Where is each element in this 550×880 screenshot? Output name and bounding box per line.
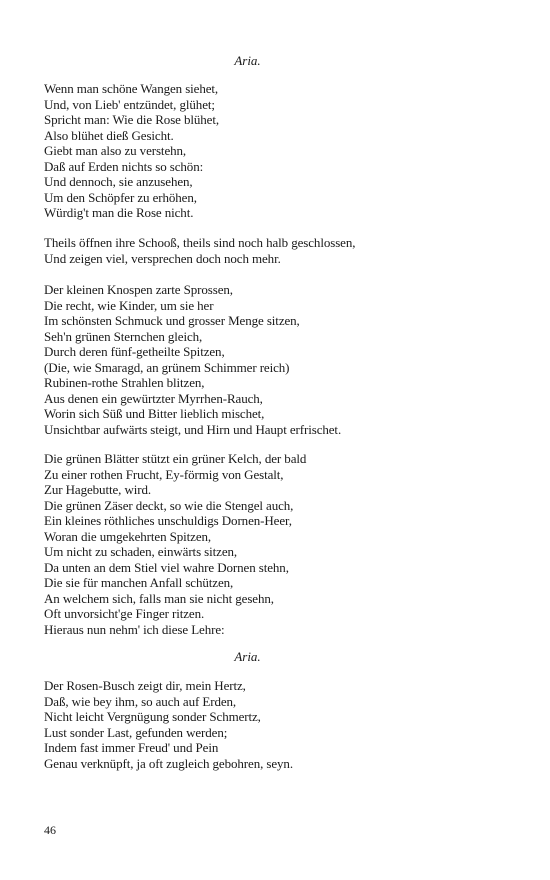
stanza [44, 81, 514, 221]
verse-line: Woran die umgekehrten Spitzen, [44, 528, 212, 544]
verse-line: Nicht leicht Vergnügung sonder Schmertz, [44, 709, 261, 724]
verse-line: Zu einer rothen Frucht, Ey-förmig von Gestalt, [44, 466, 284, 482]
verse-line: Und dennoch, sie anzusehen, [44, 174, 193, 189]
verse-line: Zur Hagebutte, wird. [44, 482, 152, 497]
verse-line: Da unten an dem Stiel viel wahre Dornen stehn, [44, 559, 289, 575]
verse-line: Die grünen Blätter stützt ein grüner Kelch, der bald [44, 451, 307, 466]
verse-line: Daß, wie bey ihm, so auch auf Erden, [44, 693, 237, 709]
verse-line: Im schönsten Schmuck und grosser Menge sitzen, [44, 313, 300, 328]
verse-line: Wenn man schöne Wangen siehet, [44, 81, 219, 96]
verse-line: Um den Schöpfer zu erhöhen, [44, 189, 197, 205]
verse-line: Und, von Lieb' entzündet, glühet; [44, 96, 215, 112]
verse-line: Und zeigen viel, versprechen doch noch mehr. [44, 250, 281, 266]
verse-line: Also blühet dieß Gesicht. [44, 127, 174, 143]
verse-line: Die recht, wie Kinder, um sie her [44, 297, 214, 313]
verse-line: Spricht man: Wie die Rose blühet, [44, 112, 220, 127]
stanza [44, 451, 514, 637]
verse-line: Würdig't man die Rose nicht. [44, 205, 194, 220]
verse-line: Worin sich Süß und Bitter lieblich mischet, [44, 406, 265, 421]
verse-line: Um nicht zu schaden, einwärts sitzen, [44, 544, 238, 559]
verse-line: (Die, wie Smaragd, an grünem Schimmer reich) [44, 359, 290, 375]
verse-line: Indem fast immer Freud' und Pein [44, 740, 219, 755]
verse-line: Der kleinen Knospen zarte Sprossen, [44, 282, 233, 297]
verse-line: Lust sonder Last, gefunden werden; [44, 724, 228, 740]
verse-line: Giebt man also zu verstehn, [44, 143, 187, 158]
stanza [44, 235, 514, 266]
verse-line: An welchem sich, falls man sie nicht gesehn, [44, 590, 274, 606]
aria-heading: Aria. [234, 649, 261, 664]
verse-line: Hieraus nun nehm' ich diese Lehre: [44, 621, 225, 637]
verse-line: Daß auf Erden nichts so schön: [44, 158, 204, 174]
aria-heading: Aria. [234, 53, 261, 68]
verse-line: Seh'n grünen Sternchen gleich, [44, 328, 203, 344]
page-number: 46 [44, 823, 56, 837]
verse-line: Die sie für manchen Anfall schützen, [44, 575, 234, 590]
stanza [44, 678, 514, 771]
verse-line: Theils öffnen ihre Schooß, theils sind noch halb geschlossen, [44, 235, 356, 250]
verse-line: Durch deren fünf-getheilte Spitzen, [44, 344, 225, 359]
verse-line: Ein kleines röthliches unschuldigs Dornen-Heer, [44, 513, 292, 528]
verse-line: Rubinen-rothe Strahlen blitzen, [44, 375, 205, 390]
stanza [44, 282, 514, 437]
verse-line: Der Rosen-Busch zeigt dir, mein Hertz, [44, 678, 246, 693]
verse-line: Oft unvorsicht'ge Finger ritzen. [44, 606, 205, 621]
verse-line: Aus denen ein gewürtzter Myrrhen-Rauch, [44, 390, 263, 406]
verse-line: Die grünen Zäser deckt, so wie die Stengel auch, [44, 497, 294, 513]
verse-line: Genau verknüpft, ja oft zugleich gebohren, seyn. [44, 755, 293, 771]
verse-line: Unsichtbar aufwärts steigt, und Hirn und Haupt erfrischet. [44, 421, 342, 437]
